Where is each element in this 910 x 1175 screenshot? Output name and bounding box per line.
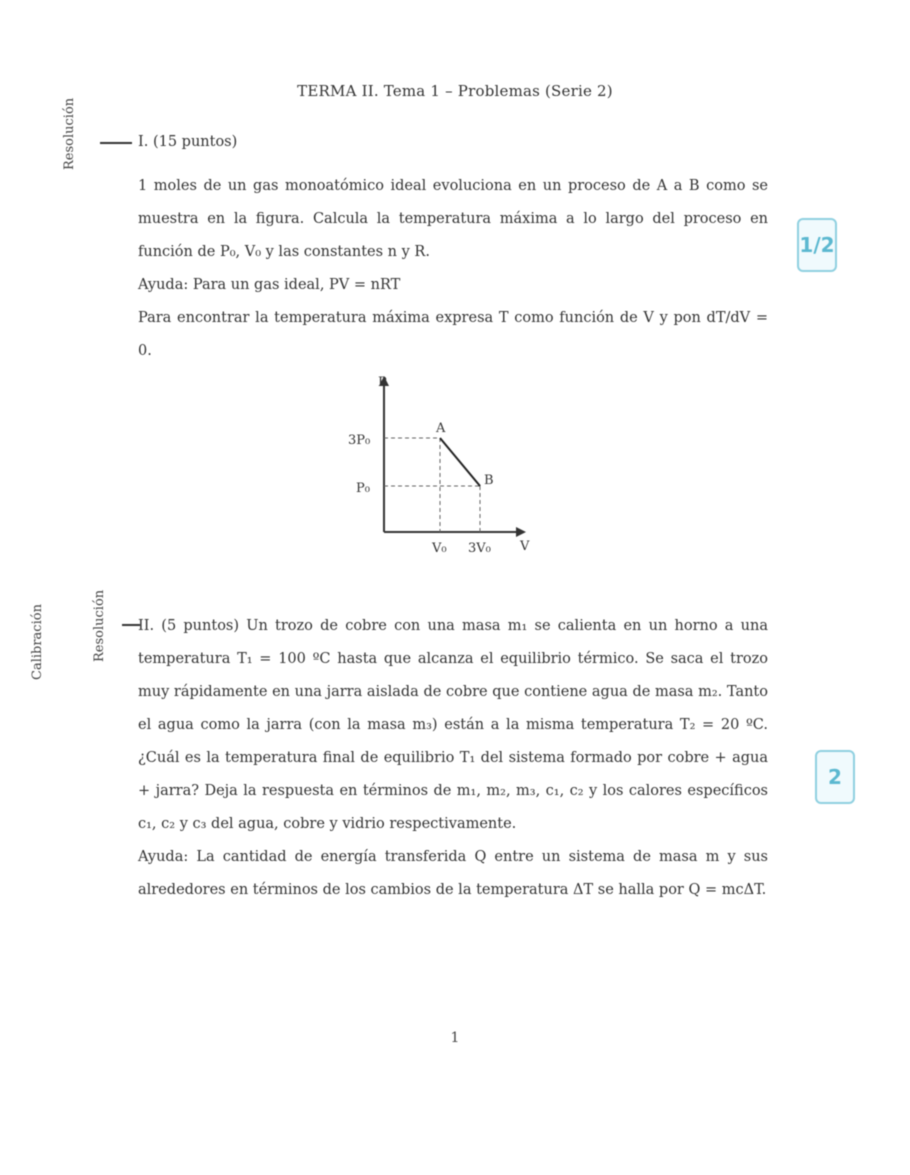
tick-3p0: 3P₀ bbox=[348, 433, 371, 448]
margin-note-resolution-2: Resolución bbox=[92, 589, 107, 662]
question-1-hint: Ayuda: Para un gas ideal, PV = nRT bbox=[138, 277, 401, 293]
page-number: 1 bbox=[450, 1030, 460, 1046]
x-axis-label: V bbox=[520, 539, 530, 554]
tick-v0: V₀ bbox=[432, 541, 447, 556]
question-1-instruction: Para encontrar la temperatura máxima expresa T como función de V y pon dT/dV = 0. bbox=[138, 310, 768, 359]
pv-diagram bbox=[340, 372, 540, 562]
point-b-label: B bbox=[484, 473, 494, 488]
question-2-paragraph: II. (5 puntos) Un trozo de cobre con una masa m₁ se calienta en un horno a una temperatura T₁ = 100 ºC hasta que alcanza el equilibrio térmico. Se saca el trozo muy rápidamente en una jarra aislada de cobre que contiene agua de masa m₂. Tanto el agua como la jarra (con la masa m₃) están a la misma temperatura T₂ = 20 ºC. ¿Cuál es la temperatura final de equilibrio T₁ del sistema formado por cobre + agua + jarra? Deja la respuesta en términos de m₁, m₂, m₃, c₁, c₂ y los calores específicos c₁, c₂ y c₃ del agua, cobre y vidrio respectivamente. bbox=[138, 618, 768, 832]
question-1-body bbox=[138, 170, 768, 368]
question-2-hint: Ayuda: La cantidad de energía transferida Q entre un sistema de masa m y sus alrededores en términos de los cambios de la temperatura ΔT se halla por Q = mcΔT. bbox=[138, 849, 768, 898]
x-axis-arrow-icon bbox=[516, 527, 526, 537]
process-line bbox=[440, 438, 480, 486]
margin-connector-line bbox=[100, 142, 132, 144]
margin-note-calibration: Calibración bbox=[30, 604, 45, 680]
y-axis-label: P bbox=[378, 375, 387, 390]
question-1-heading: I. (15 puntos) bbox=[138, 134, 238, 150]
tick-3v0: 3V₀ bbox=[468, 541, 491, 556]
point-a-label: A bbox=[436, 421, 446, 436]
question-1-paragraph: 1 moles de un gas monoatómico ideal evoluciona en un proceso de A a B como se muestra en la figura. Calcula la temperatura máxima a lo largo del proceso en función de P₀, V₀ y las constantes n y R. bbox=[138, 178, 768, 260]
question-2-body bbox=[138, 610, 768, 907]
margin-note-resolution: Resolución bbox=[62, 97, 77, 170]
score-badge-2: 2 bbox=[815, 750, 855, 804]
tick-p0: P₀ bbox=[356, 481, 370, 496]
page-title: TERMA II. Tema 1 – Problemas (Serie 2) bbox=[297, 82, 613, 100]
score-badge-1: 1/2 bbox=[797, 218, 837, 272]
